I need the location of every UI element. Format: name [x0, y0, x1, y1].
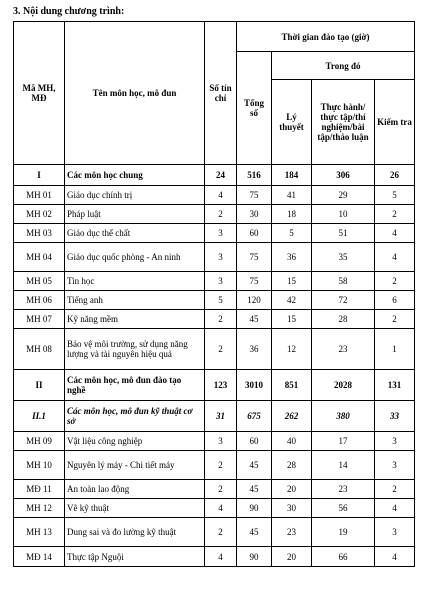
table-row: [14, 272, 415, 291]
cell-exam: 4: [375, 243, 415, 272]
header-name: Tên môn học, mô đun: [65, 22, 205, 165]
cell-exam: 1: [375, 329, 415, 370]
cell-theory: 18: [272, 205, 312, 224]
header-code: Mã MH, MĐ: [14, 22, 65, 165]
cell-theory: 15: [272, 310, 312, 329]
cell-theory: 12: [272, 329, 312, 370]
cell-code: MH 09: [14, 432, 65, 451]
header-training-time: Thời gian đào tạo (giờ): [237, 22, 415, 52]
cell-total: 75: [237, 272, 272, 291]
table-row: [14, 224, 415, 243]
cell-total: 90: [237, 499, 272, 518]
cell-exam: 3: [375, 432, 415, 451]
cell-total: 60: [237, 432, 272, 451]
cell-total: 60: [237, 224, 272, 243]
cell-credits: 31: [205, 401, 237, 432]
cell-practice: 58: [312, 272, 375, 291]
cell-credits: 4: [205, 499, 237, 518]
cell-practice: 29: [312, 186, 375, 205]
cell-total: 3010: [237, 370, 272, 401]
table-row: [14, 243, 415, 272]
cell-exam: 131: [375, 370, 415, 401]
cell-total: 75: [237, 186, 272, 205]
cell-total: 30: [237, 205, 272, 224]
curriculum-body: [14, 165, 415, 567]
cell-name: Tiếng anh: [65, 291, 205, 310]
cell-exam: 4: [375, 499, 415, 518]
cell-code: MH 01: [14, 186, 65, 205]
cell-total: 36: [237, 329, 272, 370]
cell-exam: 2: [375, 310, 415, 329]
cell-practice: 51: [312, 224, 375, 243]
cell-credits: 4: [205, 186, 237, 205]
cell-practice: 35: [312, 243, 375, 272]
cell-practice: 72: [312, 291, 375, 310]
cell-code: II: [14, 370, 65, 401]
cell-theory: 20: [272, 547, 312, 567]
cell-code: I: [14, 165, 65, 186]
cell-name: Kỹ năng mềm: [65, 310, 205, 329]
table-row: [14, 310, 415, 329]
cell-exam: 3: [375, 451, 415, 480]
cell-practice: 17: [312, 432, 375, 451]
table-row: [14, 370, 415, 401]
cell-name: Dung sai và đo lường kỹ thuật: [65, 518, 205, 547]
cell-exam: 26: [375, 165, 415, 186]
cell-code: MH 03: [14, 224, 65, 243]
table-row: [14, 451, 415, 480]
table-row: [14, 165, 415, 186]
cell-name: Các môn học, mô đun đào tạo nghề: [65, 370, 205, 401]
section-title: 3. Nội dung chương trình:: [13, 6, 125, 17]
cell-credits: 2: [205, 329, 237, 370]
cell-practice: 19: [312, 518, 375, 547]
cell-credits: 2: [205, 518, 237, 547]
cell-credits: 3: [205, 243, 237, 272]
table-row: [14, 186, 415, 205]
table-row: [14, 547, 415, 567]
cell-credits: 2: [205, 451, 237, 480]
cell-total: 45: [237, 480, 272, 499]
cell-code: MH 12: [14, 499, 65, 518]
cell-credits: 24: [205, 165, 237, 186]
cell-total: 675: [237, 401, 272, 432]
cell-name: Các môn học, mô đun kỹ thuật cơ sở: [65, 401, 205, 432]
cell-credits: 2: [205, 480, 237, 499]
cell-theory: 40: [272, 432, 312, 451]
cell-theory: 23: [272, 518, 312, 547]
cell-name: An toàn lao động: [65, 480, 205, 499]
cell-exam: 33: [375, 401, 415, 432]
cell-code: MH 05: [14, 272, 65, 291]
cell-practice: 23: [312, 329, 375, 370]
cell-credits: 5: [205, 291, 237, 310]
cell-total: 516: [237, 165, 272, 186]
curriculum-table: [13, 21, 415, 567]
cell-theory: 28: [272, 451, 312, 480]
cell-name: Pháp luật: [65, 205, 205, 224]
table-row: [14, 518, 415, 547]
cell-theory: 184: [272, 165, 312, 186]
cell-name: Giáo dục chính trị: [65, 186, 205, 205]
cell-theory: 42: [272, 291, 312, 310]
cell-practice: 56: [312, 499, 375, 518]
cell-practice: 23: [312, 480, 375, 499]
table-row: [14, 401, 415, 432]
cell-practice: 10: [312, 205, 375, 224]
cell-practice: 66: [312, 547, 375, 567]
cell-code: MH 07: [14, 310, 65, 329]
cell-credits: 2: [205, 205, 237, 224]
cell-exam: 2: [375, 272, 415, 291]
cell-exam: 2: [375, 205, 415, 224]
cell-practice: 380: [312, 401, 375, 432]
header-total: Tổng số: [237, 52, 272, 165]
cell-exam: 4: [375, 224, 415, 243]
cell-practice: 306: [312, 165, 375, 186]
header-of-which: Trong đó: [272, 52, 415, 80]
cell-theory: 15: [272, 272, 312, 291]
cell-code: MH 02: [14, 205, 65, 224]
cell-name: Bảo vệ môi trường, sử dụng năng lượng và tài nguyên hiệu quả: [65, 329, 205, 370]
cell-name: Giáo dục quốc phòng - An ninh: [65, 243, 205, 272]
cell-theory: 851: [272, 370, 312, 401]
header-practice: Thực hành/ thực tập/thí nghiệm/bài tập/thảo luận: [312, 80, 375, 165]
cell-name: Thực tập Nguội: [65, 547, 205, 567]
cell-name: Nguyên lý máy - Chi tiết máy: [65, 451, 205, 480]
cell-total: 75: [237, 243, 272, 272]
cell-total: 45: [237, 451, 272, 480]
cell-total: 90: [237, 547, 272, 567]
cell-total: 45: [237, 518, 272, 547]
cell-theory: 5: [272, 224, 312, 243]
cell-credits: 4: [205, 547, 237, 567]
cell-theory: 262: [272, 401, 312, 432]
cell-code: MĐ 11: [14, 480, 65, 499]
table-row: [14, 205, 415, 224]
cell-code: MH 13: [14, 518, 65, 547]
table-row: [14, 291, 415, 310]
cell-code: MH 04: [14, 243, 65, 272]
cell-name: Tin học: [65, 272, 205, 291]
table-row: [14, 480, 415, 499]
cell-code: MH 08: [14, 329, 65, 370]
cell-practice: 28: [312, 310, 375, 329]
header-credits: Số tín chỉ: [205, 22, 237, 165]
cell-theory: 20: [272, 480, 312, 499]
cell-exam: 4: [375, 547, 415, 567]
cell-credits: 3: [205, 432, 237, 451]
cell-total: 45: [237, 310, 272, 329]
cell-exam: 5: [375, 186, 415, 205]
cell-exam: 2: [375, 480, 415, 499]
cell-name: Các môn học chung: [65, 165, 205, 186]
header-exam: Kiểm tra: [375, 80, 415, 165]
cell-code: MĐ 14: [14, 547, 65, 567]
table-row: [14, 432, 415, 451]
cell-theory: 41: [272, 186, 312, 205]
cell-name: Giáo dục thể chất: [65, 224, 205, 243]
cell-theory: 30: [272, 499, 312, 518]
cell-total: 120: [237, 291, 272, 310]
cell-name: Vẽ kỹ thuật: [65, 499, 205, 518]
cell-theory: 36: [272, 243, 312, 272]
table-row: [14, 499, 415, 518]
cell-code: MH 06: [14, 291, 65, 310]
header-theory: Lý thuyết: [272, 80, 312, 165]
cell-practice: 2028: [312, 370, 375, 401]
cell-credits: 3: [205, 224, 237, 243]
cell-credits: 3: [205, 272, 237, 291]
cell-exam: 3: [375, 518, 415, 547]
cell-code: II.1: [14, 401, 65, 432]
cell-name: Vật liệu công nghiệp: [65, 432, 205, 451]
cell-exam: 6: [375, 291, 415, 310]
cell-practice: 14: [312, 451, 375, 480]
cell-credits: 123: [205, 370, 237, 401]
cell-credits: 2: [205, 310, 237, 329]
table-row: [14, 329, 415, 370]
cell-code: MH 10: [14, 451, 65, 480]
